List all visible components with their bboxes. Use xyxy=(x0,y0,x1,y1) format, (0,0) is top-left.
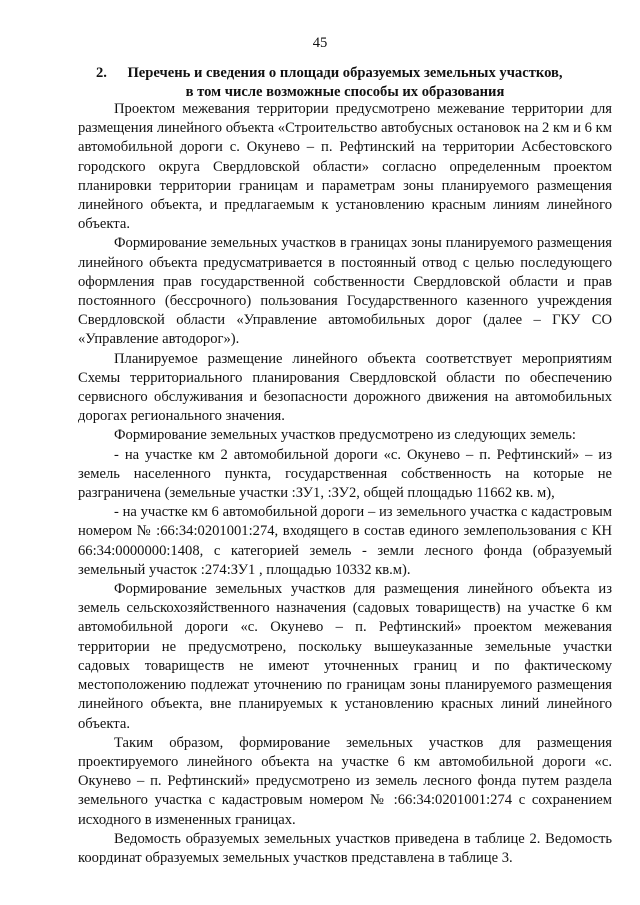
paragraph: Проектом межевания территории предусмотрено межевание территории для размещения линейного объекта «Строительство автобусных остановок на 2 км и 6 км автомобильной дороги с. Окунево – п. Рефтинский на территории Асбестовского городского округа Свердловской области» согласно определенным проектом планировки территории границам и параметрам зоны планируемого размещения линейного объекта, и предлагаемым к установлению красным линиям линейного объекта. xyxy=(78,101,612,233)
list-item: - на участке км 6 автомобильной дороги – из земельного участка с кадастровым номером № :66:34:0201001:274, входящего в состав единого землепользования с КН 66:34:0000000:1408, с категорией земель - земли лесного фонда (образуемый земельный участок :274:ЗУ1 , площадью 10332 кв.м). xyxy=(78,504,612,578)
paragraph: Формирование земельных участков предусмотрено из следующих земель: xyxy=(114,427,576,444)
list-item: - на участке км 2 автомобильной дороги «с. Окунево – п. Рефтинский» – из земель населенного пункта, государственная собственность на которые не разграничена (земельные участки :ЗУ1, :ЗУ2, общей площадью 11662 кв. м), xyxy=(78,446,612,502)
section-title-line-1: Перечень и сведения о площади образуемых земельных участков, xyxy=(127,65,563,81)
page-number: 45 xyxy=(312,35,328,51)
section-number: 2. xyxy=(96,65,107,81)
document-body xyxy=(78,100,612,868)
paragraph: Формирование земельных участков в границах зоны планируемого размещения линейного объекта предусматривается в постоянный отвод с целью последующего оформления прав государственной собственности Свердловской области и прав постоянного (бессрочного) пользования Государственного казенного учреждения Свердловской области «Управление автомобильных дорог (далее – ГКУ СО «Управление автодорог»). xyxy=(78,235,612,348)
paragraph: Ведомость образуемых земельных участков приведена в таблице 2. Ведомость координат образуемых земельных участков представлена в таблице 3. xyxy=(78,830,612,866)
section-heading xyxy=(78,64,612,102)
paragraph: Формирование земельных участков для размещения линейного объекта из земель сельскохозяйственного назначения (садовых товариществ) на участке 6 км автомобильной дороги «с. Окунево – п. Рефтинский» проектом межевания территории не предусмотрено, поскольку вышеуказанные земельные участки садовых товариществ не имеют уточненных границ и по фактическому местоположению подлежат уточнению по границам зоны планируемого размещения линейного объекта, вне планируемых к установлению красных линий линейного объекта. xyxy=(78,581,612,732)
paragraph: Планируемое размещение линейного объекта соответствует мероприятиям Схемы территориального планирования Свердловской области по обеспечению сервисного обслуживания и безопасности дорожного движения на автомобильных дорогах регионального значения. xyxy=(78,350,612,425)
paragraph: Таким образом, формирование земельных участков для размещения проектируемого линейного объекта на участке 6 км автомобильной дороги «с. Окунево – п. Рефтинский» предусмотрено из земель лесного фонда путем раздела земельного участка с кадастровым номером № :66:34:0201001:274 с сохранением исходного в измененных границах. xyxy=(78,734,612,828)
section-title-line-2: в том числе возможные способы их образования xyxy=(185,84,505,101)
